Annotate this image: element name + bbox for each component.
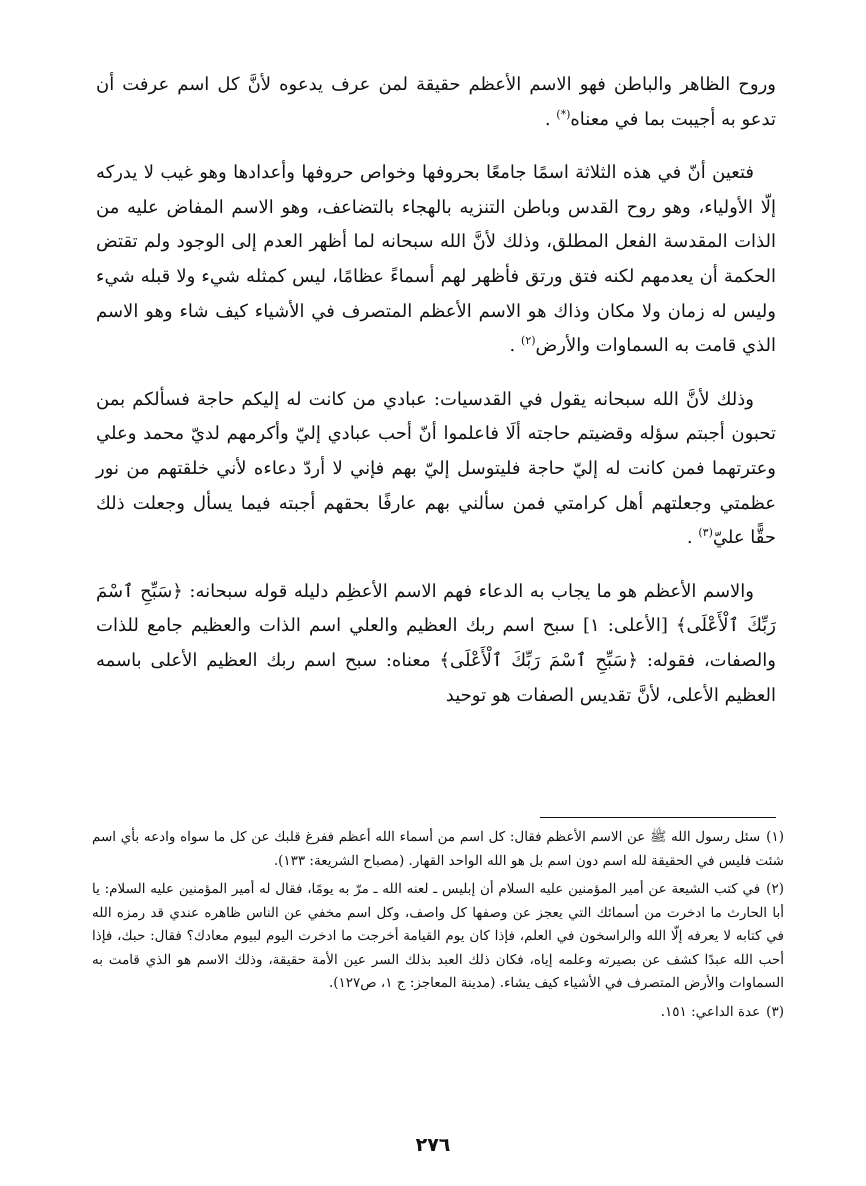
footnote-1	[92, 826, 784, 873]
paragraph-2	[96, 156, 776, 364]
footnote-text: في كتب الشيعة عن أمير المؤمنين عليه السلام أن إبليس ـ لعنه الله ـ مرّ به يومًا، فقال له أمير المؤمنين عليه السلام: يا أبا الحارث ما ادخرت من أسمائك التي يعجز عن وصفها كل واصف، وكل اسم مخفي عن الناس ظاهره عندي قد رمزه الله في كتابه لا يعرفه إلّا الله والراسخون في العلم، فإذا كان يوم القيامة أخرجت ما ادخرت اليوم لبيوم معادك؟ فقال: حبك، فإذا أحب الله عبدًا كشف عن بصيرته وعلمه إياه، فكان ذلك العبد بذلك السر عين الأمة حقيقة، وذلك الاسم هو الذي قامت به السماوات والأرض المتصرف في الأشياء كيف يشاء. (مدينة المعاجز: ج ١، ص١٢٧).	[92, 881, 784, 991]
footnote-number: (٢)	[766, 881, 784, 897]
footnote-number: (١)	[766, 829, 784, 845]
footnote-divider	[540, 817, 776, 818]
page-number: ٢٧٦	[415, 1134, 451, 1156]
footnote-ref: (٣)	[698, 526, 713, 540]
footnote-text: عدة الداعي: ١٥١.	[660, 1003, 761, 1020]
paragraph-end-mark: .	[686, 527, 693, 549]
paragraph-4	[96, 575, 776, 713]
footnote-3	[92, 1001, 784, 1025]
paragraph-3	[96, 383, 776, 556]
paragraph-text: وروح الظاهر والباطن فهو الاسم الأعظم حقيقة لمن عرف يدعوه لأنَّ كل اسم عرفت أن تدعو به أجيبت بما في معناه	[96, 74, 776, 130]
footnotes	[92, 826, 784, 1029]
paragraph-end-mark: .	[509, 335, 516, 357]
footnote-ref: (*)	[556, 107, 571, 121]
footnote-2	[92, 878, 784, 996]
paragraph-text: وذلك لأنَّ الله سبحانه يقول في القدسيات: عبادي من كانت له إليكم حاجة فسألكم بمن تحبون أجبتم سؤله وقضيتم حاجته ألَا فاعلموا أنّ أحب عبادي إليّ وأكرمهم لديّ محمد وعلي وعترتهما فمن كانت له إليّ حاجة فليتوسل إليّ بهم فإني لا أردّ دعاءه لأني خلقتهم من نور عظمتي وجعلتهم أهل كرامتي فمن سألني بهم عارفًا بحقهم أجبته فيما يسأل وجعلت ذلك حقًّا عليّ	[96, 388, 776, 549]
paragraph-1	[96, 68, 776, 137]
footnote-text: سئل رسول الله ﷺ عن الاسم الأعظم فقال: كل اسم من أسماء الله أعظم ففرغ قلبك عن كل ما سواه وادعه بأي اسم شئت فليس في الحقيقة لله اسم دون اسم بل هو الله الواحد القهار. (مصباح الشريعة: ١٣٣).	[92, 829, 784, 869]
main-text	[96, 68, 776, 732]
footnote-number: (٣)	[766, 1003, 784, 1020]
paragraph-text: والاسم الأعظم هو ما يجاب به الدعاء فهم الاسم الأعظِم دليله قوله سبحانه: ﴿سَبِّحِ ٱسْمَ رَبِّكَ ٱلْأَعْلَى﴾ [الأعلى: ١] سبح اسم ربك العظيم والعلي اسم الذات والعظيم جامع للذات والصفات، فقوله: ﴿سَبِّحِ ٱسْمَ رَبِّكَ ٱلْأَعْلَى﴾ معناه: سبح اسم ربك العظيم الأعلى باسمه العظيم الأعلى، لأنَّ تقديس الصفات هو توحيد	[96, 580, 776, 706]
paragraph-end-mark: .	[544, 108, 551, 130]
paragraph-text: فتعين أنّ في هذه الثلاثة اسمًا جامعًا بحروفها وخواص حروفها وأعدادها وهو غيب لا يدركه إلّا الأولياء، وهو روح القدس وباطن التنزيه بالهجاء بالتضاعف، وهو الاسم المفاض عليه من الذات المقدسة الفعل المطلق، وذلك لأنَّ الله سبحانه لما أظهر العدم إلى الوجود ولم تقتض الحكمة أن يعدمهم لكنه فتق ورتق فأظهر لهم أسماءً عظامًا، ليس كمثله شيء ولا قبله شيء وليس له زمان ولا مكان وذاك هو الاسم الأعظم المتصرف في الأشياء كيف شاء وهو الاسم الذي قامت به السماوات والأرض	[96, 162, 776, 357]
footnote-ref: (٢)	[521, 334, 536, 348]
